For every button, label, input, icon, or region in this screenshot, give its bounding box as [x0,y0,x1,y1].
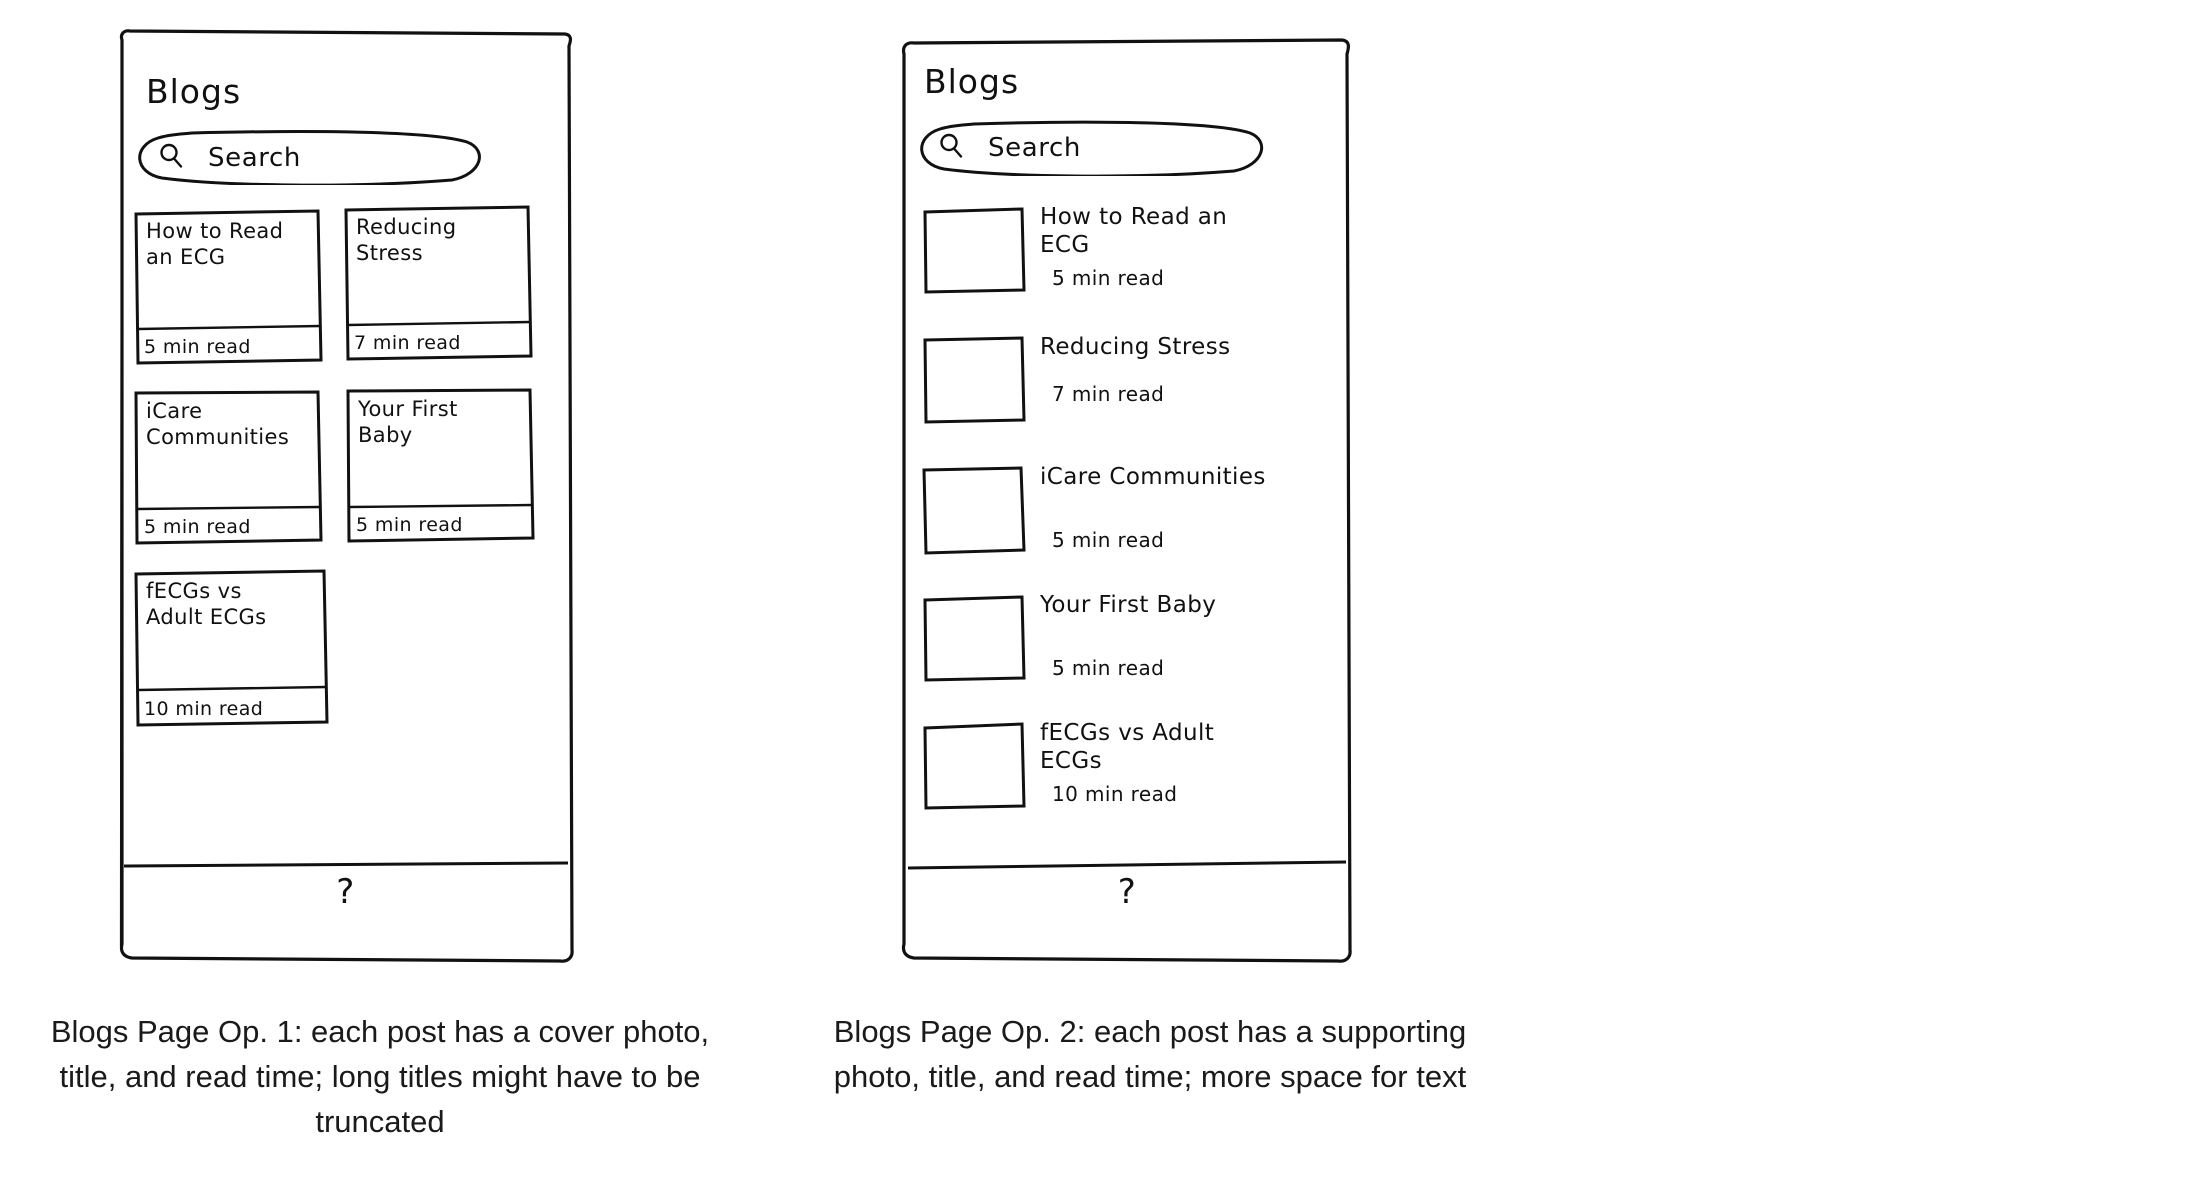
card-title: fECGs vs Adult ECGs [146,579,267,630]
blog-list-item[interactable] [920,204,1320,304]
card-read-time: 5 min read [356,514,463,536]
wireframe-option-2 [890,20,1530,970]
thumbnail-placeholder-icon [920,720,1028,812]
caption-option-2: Blogs Page Op. 2: each post has a supporting photo, title, and read time; more space for text [833,1014,1467,1094]
search-input[interactable] [912,120,1272,176]
list-item-read-time: 5 min read [1052,656,1165,680]
search-icon [938,133,964,164]
blog-list-item[interactable] [920,464,1320,564]
thumbnail-placeholder-icon [920,464,1028,556]
phone-frame-option-2 [890,20,1360,970]
list-item-title: Your First Baby [1040,592,1217,618]
phone-screen-option-1 [110,20,580,970]
bottom-nav-bar[interactable] [904,860,1350,952]
blog-list-item[interactable] [920,334,1320,434]
search-pill-outline [132,130,487,185]
card-read-time: 7 min read [354,332,461,354]
blog-card[interactable] [344,386,536,544]
list-item-read-time: 5 min read [1052,528,1165,552]
thumbnail-placeholder-icon [920,592,1028,684]
list-item-title: iCare Communities [1040,464,1266,490]
card-read-time: 5 min read [144,516,251,538]
phone-frame-option-1 [110,20,580,970]
bottom-nav-bar[interactable] [118,860,573,952]
search-placeholder: Search [988,133,1081,163]
blog-list-item[interactable] [920,720,1320,820]
card-read-time: 5 min read [144,336,251,358]
list-item-title: Reducing Stress [1040,334,1231,360]
card-title: How to Read an ECG [146,219,284,270]
list-item-read-time: 7 min read [1052,382,1165,406]
blog-list-item[interactable] [920,592,1320,692]
blog-card[interactable] [132,208,324,366]
list-item-title: How to Read an ECG [1040,204,1228,258]
blog-card[interactable] [132,568,330,728]
phone-screen-option-2 [890,20,1360,970]
search-icon [158,142,184,173]
card-title: Reducing Stress [356,215,457,266]
list-item-title: fECGs vs Adult ECGs [1040,720,1215,774]
search-pill-outline [912,120,1272,176]
blog-card[interactable] [342,204,534,362]
help-button[interactable]: ? [1117,872,1137,912]
card-title: Your First Baby [358,397,458,448]
search-input[interactable] [132,130,487,185]
card-title: iCare Communities [146,399,290,450]
blog-card[interactable] [132,388,324,546]
thumbnail-placeholder-icon [920,204,1028,296]
thumbnail-placeholder-icon [920,334,1028,426]
page-title: Blogs [924,62,1020,101]
page-title: Blogs [146,72,242,111]
search-placeholder: Search [208,142,301,173]
help-button[interactable]: ? [336,872,355,912]
list-item-read-time: 10 min read [1052,782,1178,806]
caption-option-1: Blogs Page Op. 1: each post has a cover photo, title, and read time; long titles might have to be truncated [50,1014,710,1139]
list-item-read-time: 5 min read [1052,266,1165,290]
wireframe-option-1 [110,20,750,970]
card-read-time: 10 min read [144,698,264,720]
